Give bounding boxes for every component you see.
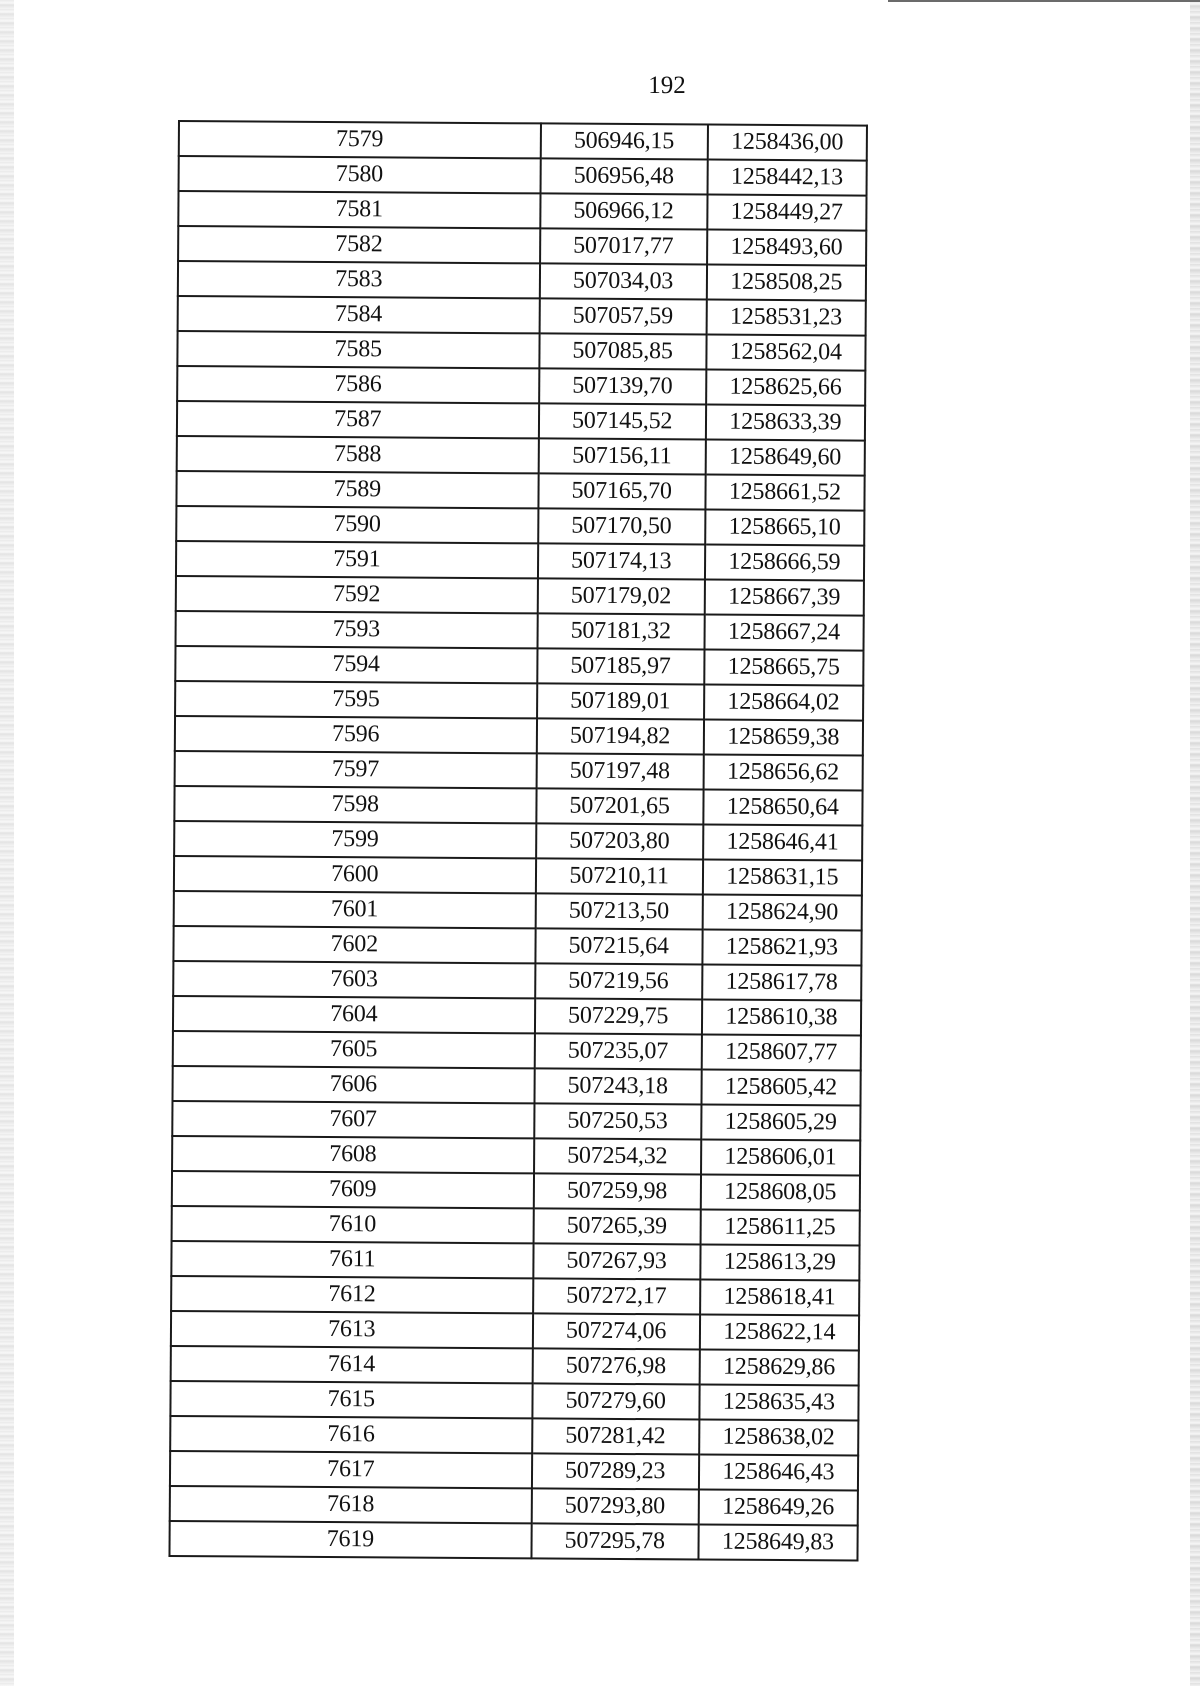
point-number-cell: 7615 <box>170 1381 532 1418</box>
point-number-cell: 7604 <box>173 996 535 1033</box>
point-number-cell: 7611 <box>171 1241 533 1278</box>
x-coordinate-cell: 507185,97 <box>537 648 704 684</box>
coordinates-table <box>168 120 868 1562</box>
table-row <box>175 681 863 721</box>
point-number-cell: 7606 <box>172 1066 534 1103</box>
point-number-cell: 7605 <box>173 1031 535 1068</box>
point-number-cell: 7579 <box>179 121 541 158</box>
y-coordinate-cell: 1258625,66 <box>706 370 866 406</box>
x-coordinate-cell: 507243,18 <box>534 1068 701 1104</box>
y-coordinate-cell: 1258562,04 <box>706 335 866 371</box>
table-row <box>178 226 866 266</box>
x-coordinate-cell: 507189,01 <box>537 683 704 719</box>
point-number-cell: 7594 <box>175 646 537 683</box>
point-number-cell: 7609 <box>172 1171 534 1208</box>
table-row <box>171 1311 859 1351</box>
page-number: 192 <box>648 72 686 99</box>
x-coordinate-cell: 507274,06 <box>532 1313 699 1349</box>
point-number-cell: 7589 <box>176 471 538 508</box>
x-coordinate-cell: 507229,75 <box>535 998 702 1034</box>
point-number-cell: 7603 <box>173 961 535 998</box>
y-coordinate-cell: 1258618,41 <box>700 1279 860 1315</box>
table-row <box>173 1031 861 1071</box>
table-row <box>175 716 863 756</box>
point-number-cell: 7619 <box>169 1521 531 1558</box>
scan-top-line <box>888 0 1200 2</box>
x-coordinate-cell: 507194,82 <box>536 718 703 754</box>
table-row <box>176 611 864 651</box>
y-coordinate-cell: 1258610,38 <box>702 999 862 1035</box>
y-coordinate-cell: 1258621,93 <box>702 929 862 965</box>
table-row <box>178 296 866 336</box>
point-number-cell: 7602 <box>173 926 535 963</box>
point-number-cell: 7607 <box>172 1101 534 1138</box>
y-coordinate-cell: 1258649,26 <box>698 1489 858 1525</box>
table-row <box>173 961 861 1001</box>
x-coordinate-cell: 507281,42 <box>532 1418 699 1454</box>
table-row <box>174 856 862 896</box>
x-coordinate-cell: 507210,11 <box>535 858 702 894</box>
point-number-cell: 7595 <box>175 681 537 718</box>
table-row <box>174 786 862 826</box>
x-coordinate-cell: 507215,64 <box>535 928 702 964</box>
y-coordinate-cell: 1258666,59 <box>705 545 865 581</box>
y-coordinate-cell: 1258650,64 <box>703 789 863 825</box>
y-coordinate-cell: 1258631,15 <box>703 859 863 895</box>
table-row <box>174 891 862 931</box>
coordinates-table-body <box>169 121 867 1561</box>
table-row <box>175 646 863 686</box>
point-number-cell: 7587 <box>177 401 539 438</box>
x-coordinate-cell: 507156,11 <box>538 438 705 474</box>
y-coordinate-cell: 1258436,00 <box>707 125 867 161</box>
y-coordinate-cell: 1258656,62 <box>703 754 863 790</box>
table-row <box>169 1521 857 1561</box>
y-coordinate-cell: 1258531,23 <box>706 300 866 336</box>
point-number-cell: 7597 <box>175 751 537 788</box>
table-row <box>170 1451 858 1491</box>
table-row <box>178 261 866 301</box>
y-coordinate-cell: 1258664,02 <box>704 685 864 721</box>
x-coordinate-cell: 507279,60 <box>532 1383 699 1419</box>
table-row <box>175 751 863 791</box>
point-number-cell: 7592 <box>176 576 538 613</box>
x-coordinate-cell: 507289,23 <box>531 1453 698 1489</box>
point-number-cell: 7614 <box>171 1346 533 1383</box>
x-coordinate-cell: 507197,48 <box>536 753 703 789</box>
table-row <box>179 121 867 161</box>
table-row <box>176 506 864 546</box>
point-number-cell: 7618 <box>170 1486 532 1523</box>
x-coordinate-cell: 507181,32 <box>537 613 704 649</box>
y-coordinate-cell: 1258611,25 <box>700 1209 860 1245</box>
x-coordinate-cell: 507219,56 <box>535 963 702 999</box>
y-coordinate-cell: 1258646,41 <box>703 824 863 860</box>
y-coordinate-cell: 1258613,29 <box>700 1244 860 1280</box>
x-coordinate-cell: 506946,15 <box>540 123 707 159</box>
table-row <box>179 156 867 196</box>
table-row <box>170 1381 858 1421</box>
table-row <box>173 996 861 1036</box>
table-row <box>177 331 865 371</box>
x-coordinate-cell: 507017,77 <box>540 228 707 264</box>
y-coordinate-cell: 1258508,25 <box>706 265 866 301</box>
table-row <box>177 436 865 476</box>
point-number-cell: 7583 <box>178 261 540 298</box>
y-coordinate-cell: 1258605,42 <box>701 1069 861 1105</box>
x-coordinate-cell: 507201,65 <box>536 788 703 824</box>
scan-edge-right <box>1190 0 1200 1686</box>
point-number-cell: 7593 <box>176 611 538 648</box>
point-number-cell: 7584 <box>178 296 540 333</box>
point-number-cell: 7588 <box>177 436 539 473</box>
x-coordinate-cell: 507254,32 <box>534 1138 701 1174</box>
table-row <box>174 821 862 861</box>
table-row <box>172 1066 860 1106</box>
y-coordinate-cell: 1258605,29 <box>701 1104 861 1140</box>
table-row <box>178 191 866 231</box>
x-coordinate-cell: 507203,80 <box>536 823 703 859</box>
table-row <box>171 1241 859 1281</box>
point-number-cell: 7617 <box>170 1451 532 1488</box>
y-coordinate-cell: 1258646,43 <box>699 1454 859 1490</box>
table-row <box>176 576 864 616</box>
point-number-cell: 7610 <box>172 1206 534 1243</box>
table-row <box>170 1416 858 1456</box>
x-coordinate-cell: 507259,98 <box>533 1173 700 1209</box>
x-coordinate-cell: 507170,50 <box>538 508 705 544</box>
x-coordinate-cell: 507293,80 <box>531 1488 698 1524</box>
table-row <box>177 366 865 406</box>
y-coordinate-cell: 1258449,27 <box>707 195 867 231</box>
x-coordinate-cell: 507213,50 <box>535 893 702 929</box>
table-row <box>170 1486 858 1526</box>
table-row <box>172 1206 860 1246</box>
table-row <box>176 541 864 581</box>
y-coordinate-cell: 1258661,52 <box>705 475 865 511</box>
x-coordinate-cell: 507267,93 <box>533 1243 700 1279</box>
y-coordinate-cell: 1258633,39 <box>706 405 866 441</box>
table-row <box>171 1276 859 1316</box>
y-coordinate-cell: 1258608,05 <box>700 1174 860 1210</box>
y-coordinate-cell: 1258649,83 <box>698 1524 858 1560</box>
point-number-cell: 7599 <box>174 821 536 858</box>
point-number-cell: 7613 <box>171 1311 533 1348</box>
x-coordinate-cell: 507057,59 <box>539 298 706 334</box>
point-number-cell: 7580 <box>179 156 541 193</box>
point-number-cell: 7616 <box>170 1416 532 1453</box>
x-coordinate-cell: 507034,03 <box>539 263 706 299</box>
point-number-cell: 7585 <box>177 331 539 368</box>
table-row <box>172 1136 860 1176</box>
point-number-cell: 7608 <box>172 1136 534 1173</box>
x-coordinate-cell: 507085,85 <box>539 333 706 369</box>
x-coordinate-cell: 506956,48 <box>540 158 707 194</box>
point-number-cell: 7601 <box>174 891 536 928</box>
point-number-cell: 7600 <box>174 856 536 893</box>
x-coordinate-cell: 507265,39 <box>533 1208 700 1244</box>
x-coordinate-cell: 507139,70 <box>539 368 706 404</box>
y-coordinate-cell: 1258607,77 <box>701 1034 861 1070</box>
y-coordinate-cell: 1258667,24 <box>704 615 864 651</box>
table-row <box>177 401 865 441</box>
y-coordinate-cell: 1258638,02 <box>699 1419 859 1455</box>
table-row <box>173 926 861 966</box>
x-coordinate-cell: 507235,07 <box>534 1033 701 1069</box>
x-coordinate-cell: 507179,02 <box>537 578 704 614</box>
y-coordinate-cell: 1258667,39 <box>704 580 864 616</box>
y-coordinate-cell: 1258665,75 <box>704 650 864 686</box>
point-number-cell: 7590 <box>176 506 538 543</box>
point-number-cell: 7582 <box>178 226 540 263</box>
y-coordinate-cell: 1258659,38 <box>703 719 863 755</box>
y-coordinate-cell: 1258442,13 <box>707 160 867 196</box>
table-row <box>176 471 864 511</box>
point-number-cell: 7581 <box>178 191 540 228</box>
scan-edge-left <box>0 0 14 1686</box>
x-coordinate-cell: 507250,53 <box>534 1103 701 1139</box>
x-coordinate-cell: 507276,98 <box>532 1348 699 1384</box>
point-number-cell: 7596 <box>175 716 537 753</box>
point-number-cell: 7598 <box>174 786 536 823</box>
y-coordinate-cell: 1258665,10 <box>705 510 865 546</box>
point-number-cell: 7591 <box>176 541 538 578</box>
y-coordinate-cell: 1258629,86 <box>699 1349 859 1385</box>
point-number-cell: 7586 <box>177 366 539 403</box>
table-row <box>172 1101 860 1141</box>
y-coordinate-cell: 1258493,60 <box>707 230 867 266</box>
y-coordinate-cell: 1258635,43 <box>699 1384 859 1420</box>
x-coordinate-cell: 506966,12 <box>540 193 707 229</box>
x-coordinate-cell: 507145,52 <box>538 403 705 439</box>
x-coordinate-cell: 507295,78 <box>531 1523 698 1559</box>
y-coordinate-cell: 1258624,90 <box>702 894 862 930</box>
y-coordinate-cell: 1258617,78 <box>702 964 862 1000</box>
point-number-cell: 7612 <box>171 1276 533 1313</box>
table-row <box>171 1346 859 1386</box>
y-coordinate-cell: 1258649,60 <box>705 440 865 476</box>
y-coordinate-cell: 1258606,01 <box>701 1139 861 1175</box>
x-coordinate-cell: 507165,70 <box>538 473 705 509</box>
x-coordinate-cell: 507174,13 <box>538 543 705 579</box>
x-coordinate-cell: 507272,17 <box>533 1278 700 1314</box>
y-coordinate-cell: 1258622,14 <box>699 1314 859 1350</box>
table-row <box>172 1171 860 1211</box>
